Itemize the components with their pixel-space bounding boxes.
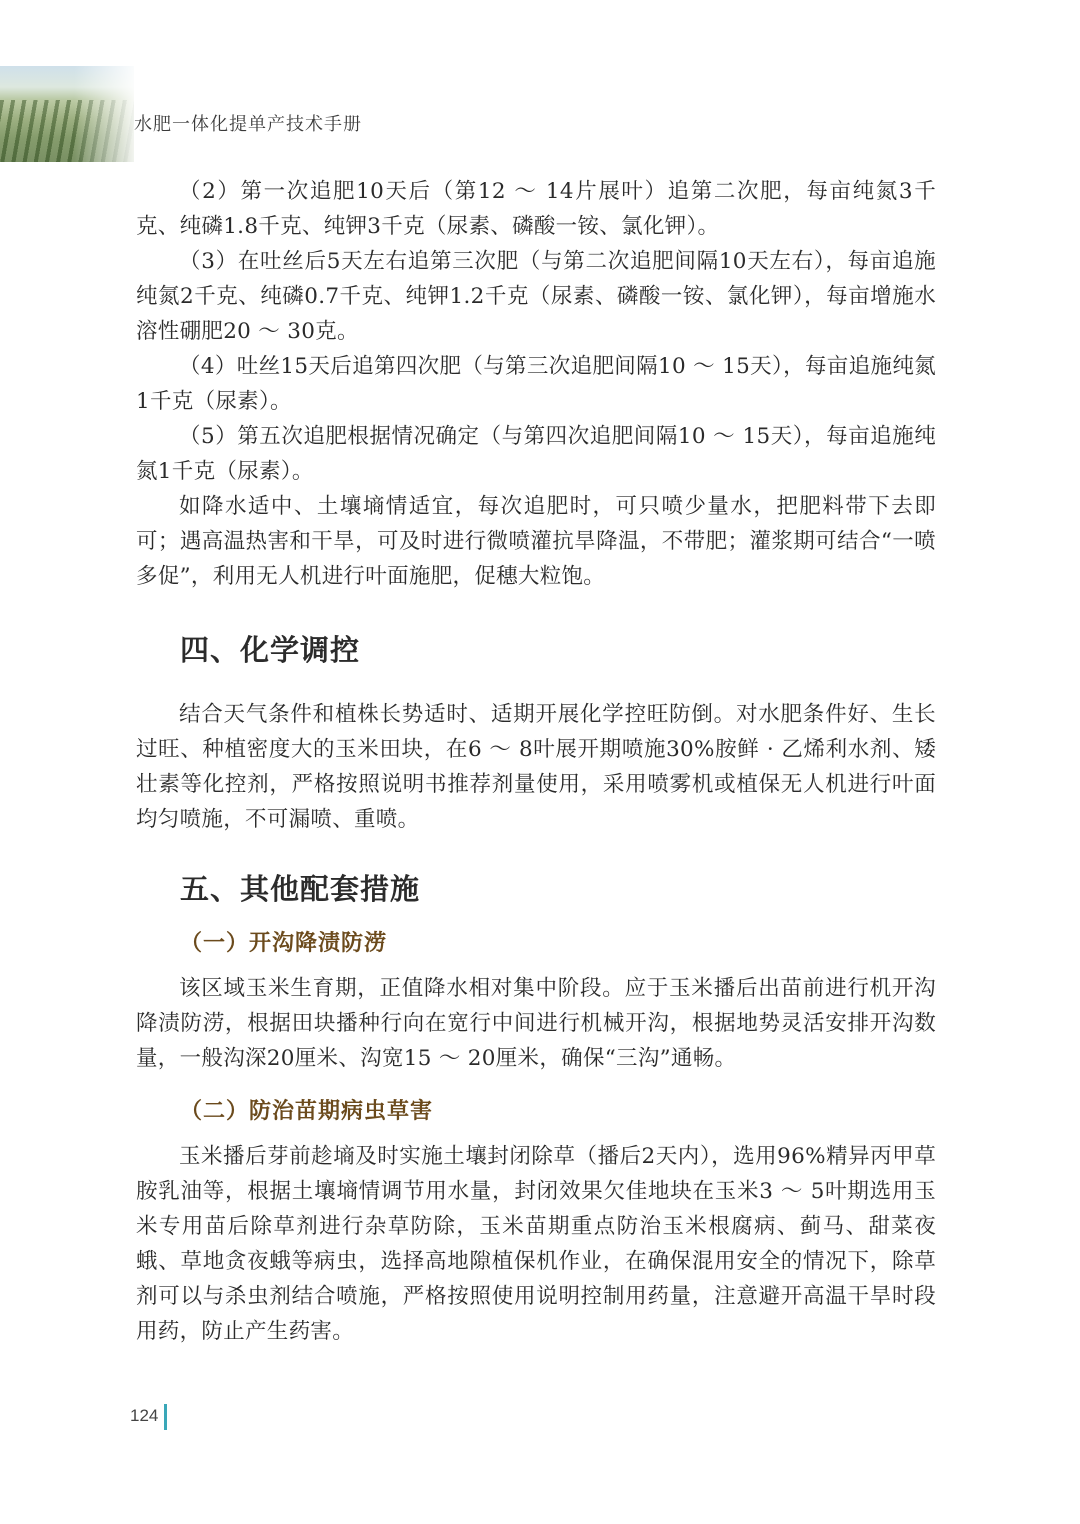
page-number: 124 xyxy=(130,1406,159,1425)
section-heading-other-measures: 五、其他配套措施 xyxy=(180,872,421,906)
subsection-heading-drainage: （一）开沟降渍防涝 xyxy=(180,931,388,956)
running-header-title: 水肥一体化提单产技术手册 xyxy=(134,114,362,135)
page-number-accent-bar xyxy=(164,1404,167,1430)
subsection-heading-pest-control: （二）防治苗期病虫草害 xyxy=(180,1099,434,1124)
page-body xyxy=(136,170,936,1349)
paragraph-chemical-control: 结合天气条件和植株长势适时、适期开展化学控旺防倒。对水肥条件好、生长过旺、种植密度大的玉米田块，在6 ～ 8叶展开期喷施30%胺鲜 · 乙烯利水剂、矮壮素等化控剂，严格按照说明书推荐剂量使用，采用喷雾机或植保无人机进行叶面均匀喷施，不可漏喷、重喷。 xyxy=(136,702,936,832)
paragraph-fertilizer-2: （2）第一次追肥10天后（第12 ～ 14片展叶）追第二次肥，每亩纯氮3千克、纯磷1.8千克、纯钾3千克（尿素、磷酸一铵、氯化钾）。 xyxy=(136,179,936,239)
header-field-photo xyxy=(0,66,134,162)
paragraph-fertilizer-3: （3）在吐丝后5天左右追第三次肥（与第二次追肥间隔10天左右），每亩追施纯氮2千克、纯磷0.7千克、纯钾1.2千克（尿素、磷酸一铵、氯化钾），每亩增施水溶性硼肥20 ～ 30克。 xyxy=(136,249,936,344)
paragraph-pest-control: 玉米播后芽前趁墒及时实施土壤封闭除草（播后2天内），选用96%精异丙甲草胺乳油等，根据土壤墒情调节用水量，封闭效果欠佳地块在玉米3 ～ 5叶期选用玉米专用苗后除草剂进行杂草防除，玉米苗期重点防治玉米根腐病、蓟马、甜菜夜蛾、草地贪夜蛾等病虫，选择高地隙植保机作业，在确保混用安全的情况下，除草剂可以与杀虫剂结合喷施，严格按照使用说明控制用药量，注意避开高温干旱时段用药，防止产生药害。 xyxy=(136,1144,936,1344)
paragraph-drainage: 该区域玉米生育期，正值降水相对集中阶段。应于玉米播后出苗前进行机开沟降渍防涝，根据田块播种行向在宽行中间进行机械开沟，根据地势灵活安排开沟数量，一般沟深20厘米、沟宽15 ～ 20厘米，确保“三沟”通畅。 xyxy=(136,976,936,1071)
photo-fade xyxy=(74,66,134,162)
paragraph-fertilizer-5: （5）第五次追肥根据情况确定（与第四次追肥间隔10 ～ 15天），每亩追施纯氮1千克（尿素）。 xyxy=(136,424,936,484)
paragraph-water-note: 如降水适中、土壤墒情适宜，每次追肥时，可只喷少量水，把肥料带下去即可；遇高温热害和干旱，可及时进行微喷灌抗旱降温，不带肥；灌浆期可结合“一喷多促”，利用无人机进行叶面施肥，促穗大粒饱。 xyxy=(136,494,936,589)
section-heading-chemical-control: 四、化学调控 xyxy=(180,633,361,667)
paragraph-fertilizer-4: （4）吐丝15天后追第四次肥（与第三次追肥间隔10 ～ 15天），每亩追施纯氮1千克（尿素）。 xyxy=(136,354,936,414)
